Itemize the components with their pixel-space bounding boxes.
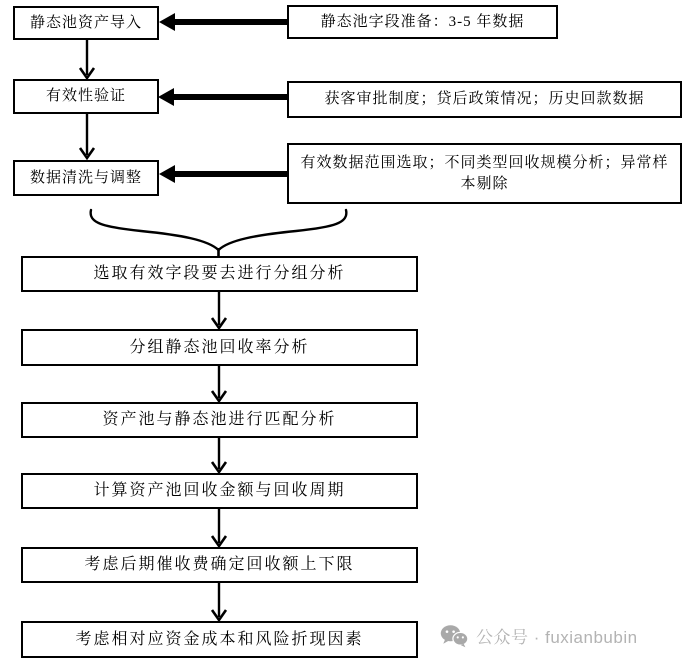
arrow-main4-to-main5 [212, 509, 226, 546]
main-box-label: 选取有效字段要去进行分组分析 [93, 265, 346, 283]
arrow-main1-to-main2 [212, 292, 226, 328]
main-box-label: 分组静态池回收率分析 [129, 338, 310, 356]
main-box-label: 考虑相对应资金成本和风险折现因素 [75, 630, 364, 648]
watermark [440, 623, 638, 648]
arrow-input2-to-step2 [158, 88, 287, 106]
input-box-range-selection [287, 143, 682, 204]
input-box-field-preparation [287, 5, 558, 39]
arrow-step2-to-step3 [80, 114, 94, 158]
main-box-recovery-amount-period [21, 473, 418, 509]
main-box-label: 考虑后期催收费确定回收额上下限 [84, 556, 355, 574]
flow-box-validity-check [13, 79, 159, 114]
converge-brace [91, 210, 347, 257]
main-box-matching-analysis [21, 402, 418, 438]
wechat-icon [440, 624, 468, 648]
main-box-collection-fee-limits [21, 547, 418, 583]
main-box-label: 计算资产池回收金额与回收周期 [93, 482, 346, 500]
main-box-label: 资产池与静态池进行匹配分析 [102, 411, 337, 429]
flow-box-data-cleaning [13, 160, 159, 196]
main-box-recovery-rate-analysis [21, 329, 418, 366]
flow-box-label: 数据清洗与调整 [29, 169, 142, 186]
watermark-text: 公众号 · fuxianbubin [476, 628, 638, 647]
input-box-policy-data [287, 81, 682, 118]
arrow-main5-to-main6 [212, 583, 226, 620]
arrow-input1-to-step1 [159, 13, 287, 31]
main-box-grouping-analysis [21, 256, 418, 292]
flow-box-label: 有效性验证 [45, 88, 126, 105]
input-box-label: 有效数据范围选取；不同类型回收规模分析；异常样本剔除 [300, 155, 669, 192]
input-box-label: 获客审批制度；贷后政策情况；历史回款数据 [324, 91, 645, 108]
flow-box-static-pool-import [13, 6, 159, 40]
arrow-step1-to-step2 [80, 40, 94, 78]
main-box-cost-risk-discount [21, 621, 418, 658]
input-box-label: 静态池字段准备：3-5 年数据 [320, 13, 525, 30]
arrow-main3-to-main4 [212, 438, 226, 472]
flow-box-label: 静态池资产导入 [29, 14, 142, 31]
arrow-input3-to-step3 [159, 165, 287, 183]
arrow-main2-to-main3 [212, 366, 226, 401]
